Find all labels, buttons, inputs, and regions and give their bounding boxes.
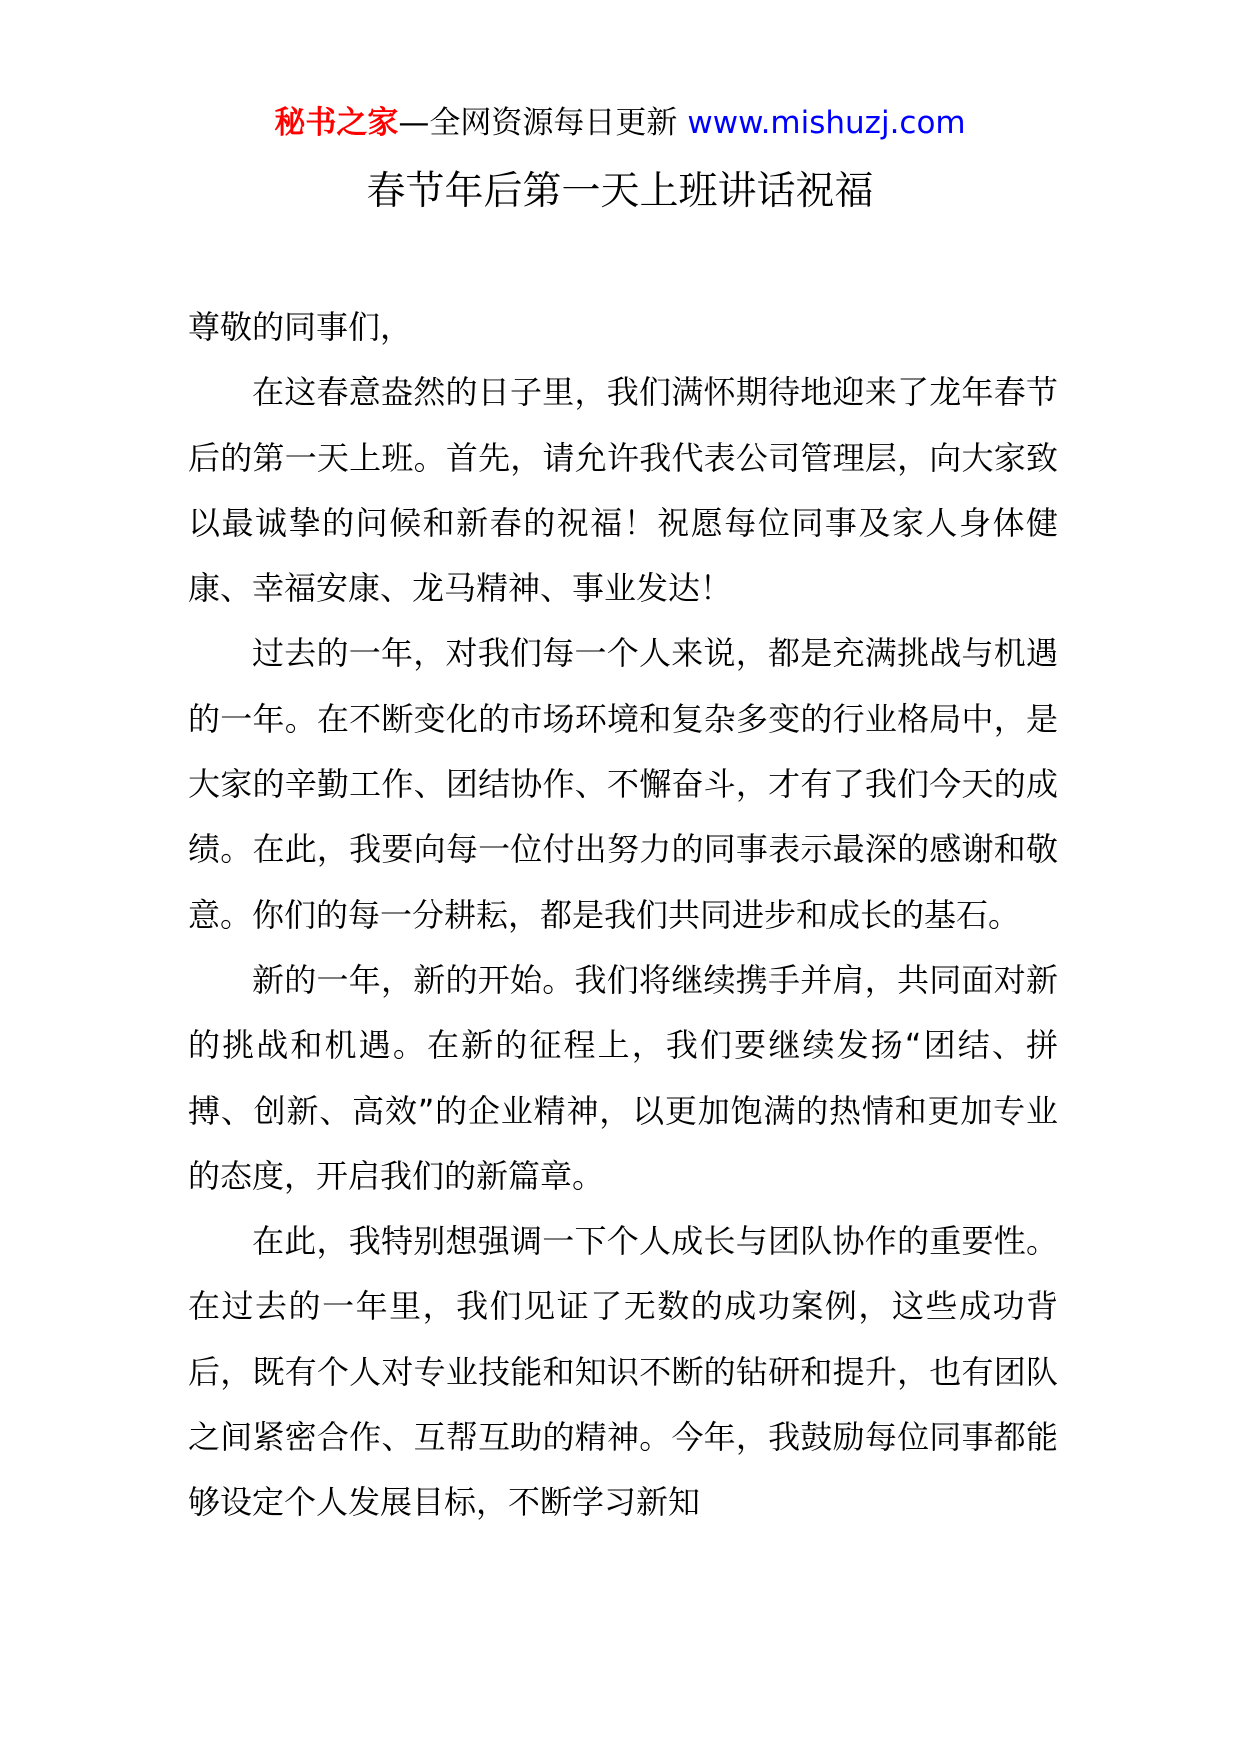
site-url-link[interactable]: www.mishuzj.com xyxy=(687,105,966,141)
paragraph-2: 过去的一年，对我们每一个人来说，都是充满挑战与机遇的一年。在不断变化的市场环境和复杂多变的行业格局中，是大家的辛勤工作、团结协作、不懈奋斗，才有了我们今天的成绩。在此，我要向每一位付出努力的同事表示最深的感谢和敬意。你们的每一分耕耘，都是我们共同进步和成长的基石。 xyxy=(188,634,1058,934)
document-title: 春节年后第一天上班讲话祝福 xyxy=(366,169,874,214)
document-body xyxy=(188,295,1058,1536)
paragraph-1: 在这春意盎然的日子里，我们满怀期待地迎来了龙年春节后的第一天上班。首先，请允许我代表公司管理层，向大家致以最诚挚的问候和新春的祝福！祝愿每位同事及家人身体健康、幸福安康、龙马精神、事业发达！ xyxy=(188,373,1058,608)
site-slogan: —全网资源每日更新 xyxy=(398,105,678,141)
brand-name: 秘书之家 xyxy=(274,105,399,141)
paragraph-4: 在此，我特别想强调一下个人成长与团队协作的重要性。在过去的一年里，我们见证了无数的成功案例，这些成功背后，既有个人对专业技能和知识不断的钻研和提升，也有团队之间紧密合作、互帮互助的精神。今年，我鼓励每位同事都能够设定个人发展目标，不断学习新知 xyxy=(188,1222,1058,1522)
paragraph-3: 新的一年，新的开始。我们将继续携手并肩，共同面对新的挑战和机遇。在新的征程上，我们要继续发扬“团结、拼搏、创新、高效”的企业精神，以更加饱满的热情和更加专业的态度，开启我们的新篇章。 xyxy=(188,960,1058,1195)
site-header xyxy=(0,100,1240,146)
salutation: 尊敬的同事们， xyxy=(188,308,413,346)
